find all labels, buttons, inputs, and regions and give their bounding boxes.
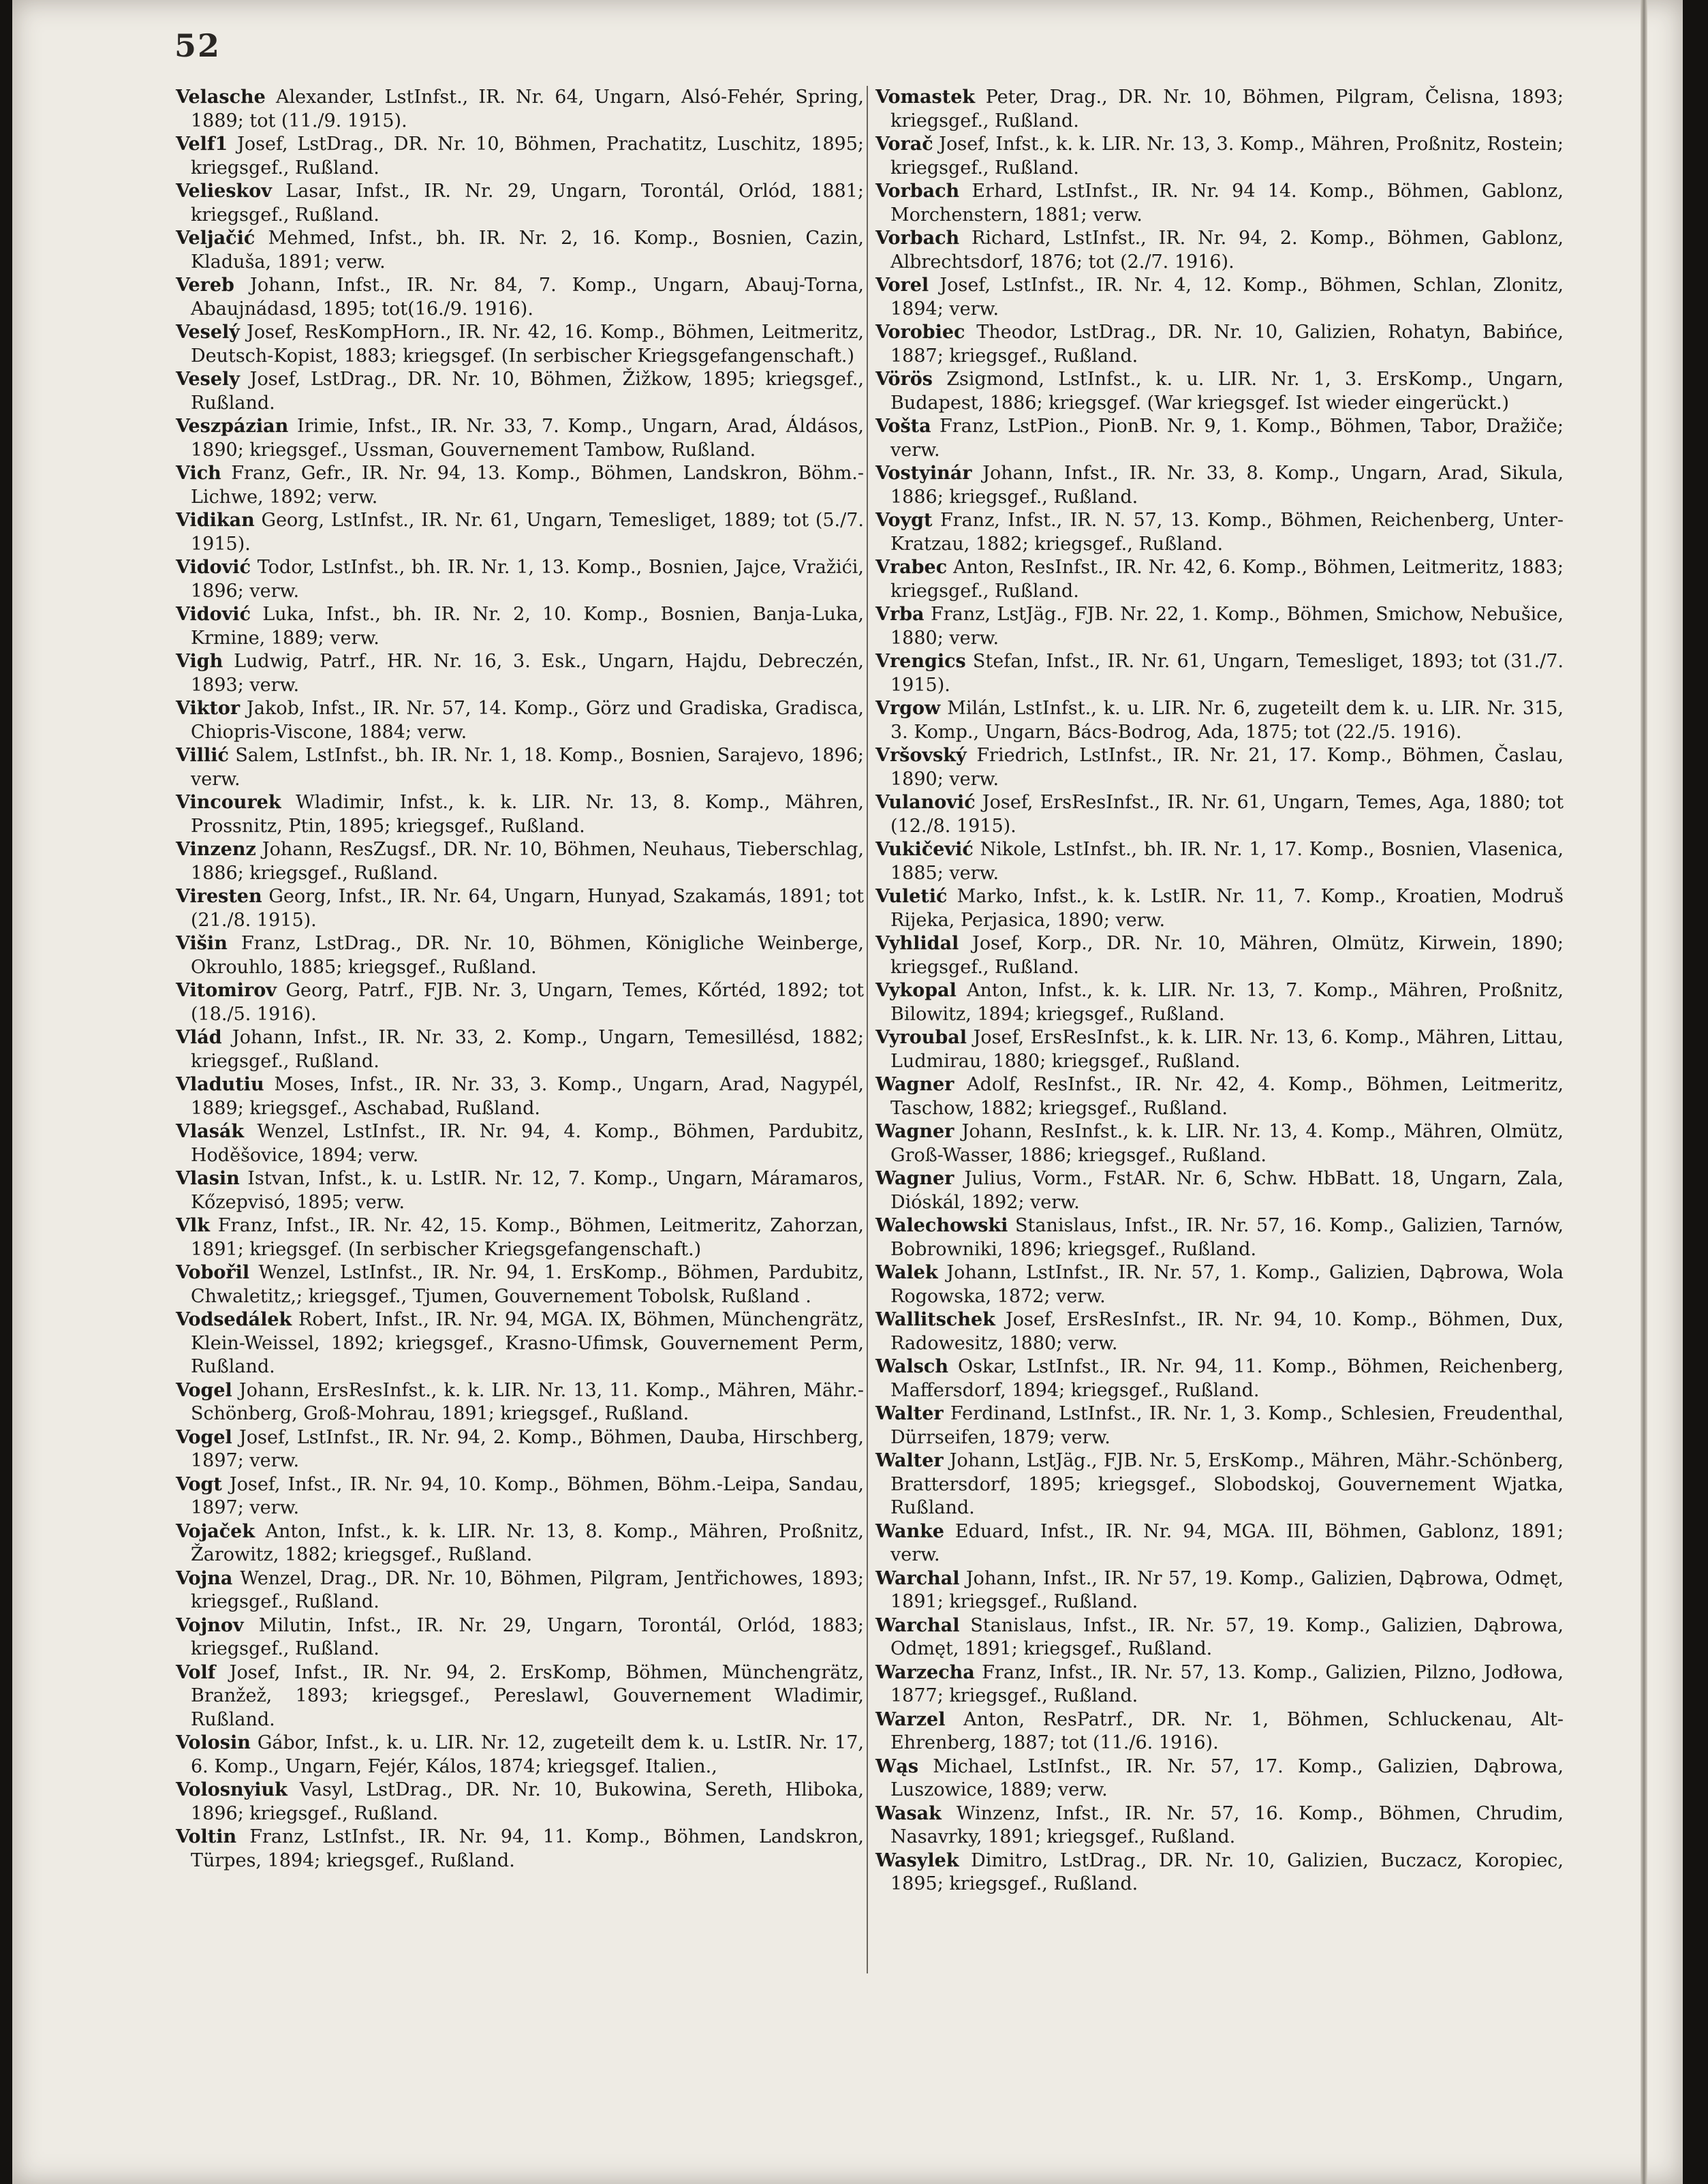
list-entry: [875, 1355, 1564, 1402]
list-entry: [176, 838, 864, 885]
entry-details: Peter, Drag., DR. Nr. 10, Böhmen, Pilgram, Čelisna, 1893; kriegsgef., Rußland.: [890, 87, 1564, 132]
entry-details: Winzenz, Infst., IR. Nr. 57, 16. Komp., Böhmen, Chrudim, Nasavrky, 1891; kriegsgef., Rußland.: [890, 1802, 1564, 1847]
list-entry: [875, 1708, 1564, 1755]
entry-details: Alexander, LstInfst., IR. Nr. 64, Ungarn, Alsó-Fehér, Spring, 1889; tot (11./9. 1915).: [191, 87, 864, 132]
entry-details: Franz, LstDrag., DR. Nr. 10, Böhmen, Königliche Weinberge, Okrouhlo, 1885; kriegsgef., Rußland.: [191, 933, 864, 978]
book-page: [12, 0, 1683, 2184]
entry-details: Julius, Vorm., FstAR. Nr. 6, Schw. HbBatt. 18, Ungarn, Zala, Dióskál, 1892; verw.: [890, 1168, 1564, 1213]
list-entry: [176, 227, 864, 274]
entry-details: Robert, Infst., IR. Nr. 94, MGA. IX, Böhmen, Münchengrätz, Klein-Weissel, 1892; kriegsgef., Krasno-Ufimsk, Gouvernement Perm, Rußland.: [191, 1309, 865, 1377]
entry-surname: Vorel: [875, 275, 929, 296]
list-entry: [875, 321, 1564, 368]
list-entry: [875, 133, 1564, 180]
list-entry: [875, 1661, 1564, 1708]
entry-surname: Vlk: [176, 1215, 210, 1236]
list-entry: [875, 1214, 1564, 1261]
entry-details: Josef, ErsResInfst., IR. Nr. 94, 10. Komp., Böhmen, Dux, Radowesitz, 1880; verw.: [890, 1309, 1564, 1354]
list-entry: [176, 1661, 864, 1732]
entry-details: Stanislaus, Infst., IR. Nr. 57, 19. Komp., Galizien, Dąbrowa, Odmęt, 1891; kriegsgef., Rußland.: [890, 1614, 1564, 1659]
list-entry: [875, 1849, 1564, 1896]
entry-details: Josef, LstInfst., IR. Nr. 4, 12. Komp., Böhmen, Schlan, Zlonitz, 1894; verw.: [890, 275, 1564, 320]
entry-details: Ludwig, Patrf., HR. Nr. 16, 3. Esk., Ungarn, Hajdu, Debreczén, 1893; verw.: [191, 651, 864, 696]
entry-surname: Viresten: [176, 886, 262, 907]
entry-surname: Vojnov: [176, 1614, 244, 1636]
list-entry: [875, 86, 1564, 133]
entry-surname: Vobořil: [176, 1262, 250, 1283]
entry-details: Franz, Infst., IR. Nr. 42, 15. Komp., Böhmen, Leitmeritz, Zahorzan, 1891; kriegsgef. (In serbischer Kriegsgefangenschaft.): [191, 1215, 864, 1260]
entry-details: Johann, ErsResInfst., k. k. LIR. Nr. 13, 11. Komp., Mähren, Mähr.-Schönberg, Groß-Mohrau, 1891; kriegsgef., Rußland.: [191, 1379, 864, 1424]
entry-details: Milán, LstInfst., k. u. LIR. Nr. 6, zugeteilt dem k. u. LIR. Nr. 315, 3. Komp., Ungarn, Bács-Bodrog, Ada, 1875; tot (22./5. 1916).: [890, 698, 1564, 743]
list-entry: [176, 885, 864, 932]
entry-surname: Walter: [875, 1403, 944, 1424]
entry-details: Luka, Infst., bh. IR. Nr. 2, 10. Komp., Bosnien, Banja-Luka, Krmine, 1889; verw.: [191, 604, 864, 649]
entry-details: Franz, Infst., IR. Nr. 57, 13. Komp., Galizien, Pilzno, Jodłowa, 1877; kriegsgef., Rußland.: [890, 1661, 1564, 1706]
list-entry: [176, 1308, 864, 1379]
entry-surname: Wallitschek: [875, 1309, 995, 1330]
entry-surname: Walek: [875, 1262, 938, 1283]
entry-surname: Voltin: [176, 1826, 237, 1847]
list-entry: [875, 1026, 1564, 1073]
entry-details: Franz, Gefr., IR. Nr. 94, 13. Komp., Böhmen, Landskron, Böhm.-Lichwe, 1892; verw.: [191, 463, 864, 508]
entry-details: Oskar, LstInfst., IR. Nr. 94, 11. Komp., Böhmen, Reichenberg, Maffersdorf, 1894; kriegsgef., Rußland.: [890, 1356, 1564, 1401]
entry-details: Stanislaus, Infst., IR. Nr. 57, 16. Komp., Galizien, Tarnów, Bobrowniki, 1896; kriegsgef., Rußland.: [890, 1215, 1564, 1260]
entry-surname: Vyroubal: [875, 1027, 967, 1048]
entry-details: Georg, Patrf., FJB. Nr. 3, Ungarn, Temes, Kőrtéd, 1892; tot (18./5. 1916).: [191, 980, 864, 1025]
list-entry: [875, 1802, 1564, 1849]
entry-surname: Vuletić: [875, 886, 948, 907]
entry-surname: Vyhlidal: [875, 933, 959, 954]
list-entry: [875, 462, 1564, 509]
entry-details: Josef, ErsResInfst., IR. Nr. 61, Ungarn, Temes, Aga, 1880; tot (12./8. 1915).: [890, 792, 1564, 837]
entry-details: Josef, Korp., DR. Nr. 10, Mähren, Olmütz, Kirwein, 1890; kriegsgef., Rußland.: [890, 933, 1564, 978]
entry-details: Mehmed, Infst., bh. IR. Nr. 2, 16. Komp., Bosnien, Cazin, Kladuša, 1891; verw.: [191, 228, 864, 273]
entry-details: Dimitro, LstDrag., DR. Nr. 10, Galizien, Buczacz, Koropiec, 1895; kriegsgef., Rußland.: [890, 1849, 1564, 1894]
entry-surname: Vigh: [176, 651, 223, 672]
entry-details: Erhard, LstInfst., IR. Nr. 94 14. Komp., Böhmen, Gablonz, Morchenstern, 1881; verw.: [890, 181, 1564, 226]
entry-surname: Wagner: [875, 1074, 954, 1095]
list-entry: [176, 979, 864, 1026]
left-column: [176, 86, 864, 1873]
entry-surname: Vošta: [875, 416, 931, 437]
entry-details: Josef, LstDrag., DR. Nr. 10, Böhmen, Prachatitz, Luschitz, 1895; kriegsgef., Rußland.: [191, 134, 864, 179]
entry-details: Johann, Infst., IR. Nr. 84, 7. Komp., Ungarn, Abauj-Torna, Abaujnádasd, 1895; tot(16./9. 1916).: [191, 275, 864, 320]
list-entry: [875, 1755, 1564, 1802]
entry-surname: Warzecha: [875, 1661, 975, 1683]
entry-surname: Vorač: [875, 134, 933, 155]
entry-surname: Vincourek: [176, 792, 281, 813]
list-entry: [176, 1214, 864, 1261]
entry-surname: Veljačić: [176, 228, 255, 249]
list-entry: [176, 603, 864, 650]
entry-surname: Voygt: [875, 510, 933, 531]
page-spine-shadow: [1641, 0, 1647, 2184]
list-entry: [875, 885, 1564, 932]
entry-surname: Vinzenz: [176, 839, 256, 860]
entry-surname: Vörös: [875, 369, 933, 390]
page-number: 52: [174, 27, 221, 64]
entry-surname: Walter: [875, 1450, 944, 1471]
entry-surname: Vlasák: [176, 1121, 245, 1142]
list-entry: [176, 1026, 864, 1073]
entry-surname: Wąs: [875, 1755, 919, 1777]
list-entry: [875, 650, 1564, 697]
entry-details: Franz, LstPion., PionB. Nr. 9, 1. Komp., Böhmen, Tabor, Dražiče; verw.: [890, 416, 1564, 461]
entry-surname: Vomastek: [875, 87, 976, 108]
entry-surname: Warzel: [875, 1708, 946, 1730]
entry-surname: Vrabec: [875, 557, 948, 578]
list-entry: [176, 1379, 864, 1426]
entry-details: Ferdinand, LstInfst., IR. Nr. 1, 3. Komp., Schlesien, Freudenthal, Dürrseifen, 1879; verw.: [890, 1403, 1564, 1448]
list-entry: [875, 556, 1564, 603]
list-entry: [176, 321, 864, 368]
list-entry: [176, 415, 864, 462]
entry-surname: Veselý: [176, 322, 240, 343]
entry-details: Wenzel, Drag., DR. Nr. 10, Böhmen, Pilgram, Jentřichowes, 1893; kriegsgef., Rußland.: [191, 1567, 864, 1612]
entry-details: Lasar, Infst., IR. Nr. 29, Ungarn, Torontál, Orlód, 1881; kriegsgef., Rußland.: [191, 181, 864, 226]
entry-details: Johann, LstJäg., FJB. Nr. 5, ErsKomp., Mähren, Mähr.-Schönberg, Brattersdorf, 1895; kriegsgef., Slobodskoj, Gouvernement Wjatka, Rußland.: [890, 1450, 1564, 1518]
column-divider: [867, 86, 868, 1973]
list-entry: [875, 415, 1564, 462]
list-entry: [176, 86, 864, 133]
list-entry: [875, 1402, 1564, 1449]
entry-details: Johann, Infst., IR. Nr. 33, 2. Komp., Ungarn, Temesillésd, 1882; kriegsgef., Rußland.: [191, 1027, 864, 1072]
list-entry: [875, 368, 1564, 415]
entry-details: Johann, Infst., IR. Nr 57, 19. Komp., Galizien, Dąbrowa, Odmęt, 1891; kriegsgef., Rußland.: [890, 1567, 1564, 1612]
entry-surname: Vostyinár: [875, 463, 972, 484]
entry-surname: Vesely: [176, 369, 240, 390]
entry-details: Milutin, Infst., IR. Nr. 29, Ungarn, Torontál, Orlód, 1883; kriegsgef., Rußland.: [191, 1614, 864, 1659]
list-entry: [176, 1779, 864, 1826]
entry-details: Vasyl, LstDrag., DR. Nr. 10, Bukowina, Sereth, Hliboka, 1896; kriegsgef., Rußland.: [191, 1779, 864, 1824]
list-entry: [875, 697, 1564, 744]
entry-details: Friedrich, LstInfst., IR. Nr. 21, 17. Komp., Böhmen, Časlau, 1890; verw.: [890, 745, 1564, 790]
entry-details: Moses, Infst., IR. Nr. 33, 3. Komp., Ungarn, Arad, Nagypél, 1889; kriegsgef., Aschabad, Rußland.: [191, 1074, 864, 1119]
entry-surname: Velf1: [176, 134, 228, 155]
entry-surname: Vich: [176, 463, 221, 484]
entry-surname: Vidikan: [176, 510, 255, 531]
entry-surname: Wanke: [875, 1520, 944, 1542]
list-entry: [875, 1261, 1564, 1308]
entry-details: Anton, Infst., k. k. LIR. Nr. 13, 8. Komp., Mähren, Proßnitz, Žarowitz, 1882; kriegsgef., Rußland.: [191, 1520, 864, 1565]
entry-details: Anton, Infst., k. k. LIR. Nr. 13, 7. Komp., Mähren, Proßnitz, Bilowitz, 1894; kriegsgef., Rußland.: [890, 980, 1564, 1025]
entry-details: Anton, ResInfst., IR. Nr. 42, 6. Komp., Böhmen, Leitmeritz, 1883; kriegsgef., Rußland.: [890, 557, 1564, 602]
entry-surname: Velieskov: [176, 181, 272, 202]
entry-details: Johann, Infst., IR. Nr. 33, 8. Komp., Ungarn, Arad, Sikula, 1886; kriegsgef., Rußland.: [890, 463, 1564, 508]
entry-details: Johann, LstInfst., IR. Nr. 57, 1. Komp., Galizien, Dąbrowa, Wola Rogowska, 1872; verw.: [890, 1262, 1564, 1307]
entry-details: Franz, LstInfst., IR. Nr. 94, 11. Komp., Böhmen, Landskron, Türpes, 1894; kriegsgef., Rußland.: [191, 1826, 864, 1871]
entry-details: Josef, ErsResInfst., k. k. LIR. Nr. 13, 6. Komp., Mähren, Littau, Ludmirau, 1880; kriegsgef., Rußland.: [890, 1027, 1564, 1072]
list-entry: [875, 227, 1564, 274]
entry-details: Adolf, ResInfst., IR. Nr. 42, 4. Komp., Böhmen, Leitmeritz, Taschow, 1882; kriegsgef., Rußland.: [890, 1074, 1564, 1119]
entry-surname: Vykopal: [875, 980, 957, 1001]
right-column: [875, 86, 1564, 1896]
entry-surname: Vogt: [176, 1473, 222, 1495]
entry-details: Johann, ResInfst., k. k. LIR. Nr. 13, 4. Komp., Mähren, Olmütz, Groß-Wasser, 1886; kriegsgef., Rußland.: [890, 1121, 1564, 1166]
entry-surname: Vukičević: [875, 839, 974, 860]
list-entry: [176, 1167, 864, 1214]
entry-surname: Vogel: [176, 1379, 232, 1401]
entry-details: Georg, Infst., IR. Nr. 64, Ungarn, Hunyad, Szakamás, 1891; tot (21./8. 1915).: [191, 886, 864, 931]
entry-details: Jakob, Infst., IR. Nr. 57, 14. Komp., Görz und Gradiska, Gradisca, Chiopris-Viscone, 1884; verw.: [191, 698, 864, 743]
entry-surname: Vojna: [176, 1567, 233, 1589]
entry-surname: Veszpázian: [176, 416, 289, 437]
entry-surname: Velasche: [176, 87, 266, 108]
entry-surname: Vršovský: [875, 745, 967, 766]
entry-details: Franz, LstJäg., FJB. Nr. 22, 1. Komp., Böhmen, Smichow, Nebušice, 1880; verw.: [890, 604, 1564, 649]
list-entry: [875, 744, 1564, 791]
list-entry: [875, 1308, 1564, 1355]
entry-surname: Vogel: [176, 1426, 232, 1448]
entry-surname: Wagner: [875, 1121, 954, 1142]
list-entry: [176, 932, 864, 979]
entry-details: Zsigmond, LstInfst., k. u. LIR. Nr. 1, 3. ErsKomp., Ungarn, Budapest, 1886; kriegsgef. (War kriegsgef. Ist wieder eingerückt.): [890, 369, 1564, 414]
list-entry: [875, 603, 1564, 650]
entry-details: Josef, ResKompHorn., IR. Nr. 42, 16. Komp., Böhmen, Leitmeritz, Deutsch-Kopist, 1883; kriegsgef. (In serbischer Kriegsgefangenschaft.): [191, 322, 864, 367]
entry-details: Salem, LstInfst., bh. IR. Nr. 1, 18. Komp., Bosnien, Sarajevo, 1896; verw.: [191, 745, 864, 790]
list-entry: [875, 1120, 1564, 1167]
entry-surname: Wagner: [875, 1168, 954, 1189]
entry-details: Wladimir, Infst., k. k. LIR. Nr. 13, 8. Komp., Mähren, Prossnitz, Ptin, 1895; kriegsgef., Rußland.: [191, 792, 864, 837]
list-entry: [176, 1732, 864, 1779]
entry-details: Josef, Infst., k. k. LIR. Nr. 13, 3. Komp., Mähren, Proßnitz, Rostein; kriegsgef., Rußland.: [890, 134, 1564, 179]
entry-details: Josef, LstInfst., IR. Nr. 94, 2. Komp., Böhmen, Dauba, Hirschberg, 1897; verw.: [191, 1426, 864, 1471]
list-entry: [176, 697, 864, 744]
list-entry: [176, 368, 864, 415]
entry-surname: Vidović: [176, 604, 251, 625]
entry-surname: Vojaček: [176, 1520, 255, 1542]
entry-details: Irimie, Infst., IR. Nr. 33, 7. Komp., Ungarn, Arad, Áldásos, 1890; kriegsgef., Ussman, Gouvernement Tambow, Rußland.: [191, 416, 864, 461]
list-entry: [176, 462, 864, 509]
entry-surname: Vlasin: [176, 1168, 240, 1189]
entry-details: Wenzel, LstInfst., IR. Nr. 94, 1. ErsKomp., Böhmen, Pardubitz, Chwaletitz,; kriegsgef., Tjumen, Gouvernement Tobolsk, Rußland .: [191, 1262, 864, 1307]
entry-surname: Vidović: [176, 557, 251, 578]
entry-surname: Vrgow: [875, 698, 941, 719]
list-entry: [176, 1520, 864, 1567]
entry-surname: Villić: [176, 745, 229, 766]
entry-details: Georg, LstInfst., IR. Nr. 61, Ungarn, Temesliget, 1889; tot (5./7. 1915).: [191, 510, 864, 555]
entry-surname: Volosnyiuk: [176, 1779, 288, 1800]
entry-details: Franz, Infst., IR. N. 57, 13. Komp., Böhmen, Reichenberg, Unter-Kratzau, 1882; kriegsgef., Rußland.: [890, 510, 1564, 555]
entry-surname: Volf: [176, 1661, 216, 1683]
entry-details: Nikole, LstInfst., bh. IR. Nr. 1, 17. Komp., Bosnien, Vlasenica, 1885; verw.: [890, 839, 1564, 884]
list-entry: [875, 1073, 1564, 1120]
entry-surname: Warchal: [875, 1614, 960, 1636]
entry-surname: Vereb: [176, 275, 234, 296]
list-entry: [176, 791, 864, 838]
entry-surname: Vrba: [875, 604, 925, 625]
entry-surname: Višin: [176, 933, 228, 954]
entry-details: Josef, Infst., IR. Nr. 94, 10. Komp., Böhmen, Böhm.-Leipa, Sandau, 1897; verw.: [191, 1473, 864, 1518]
entry-surname: Vorobiec: [875, 322, 965, 343]
entry-surname: Vrengics: [875, 651, 966, 672]
list-entry: [176, 1120, 864, 1167]
list-entry: [176, 1473, 864, 1520]
entry-surname: Wasylek: [875, 1849, 959, 1871]
entry-details: Johann, ResZugsf., DR. Nr. 10, Böhmen, Neuhaus, Tieberschlag, 1886; kriegsgef., Rußland.: [191, 839, 864, 884]
entry-details: Josef, LstDrag., DR. Nr. 10, Böhmen, Žižkow, 1895; kriegsgef., Rußland.: [191, 369, 864, 414]
entry-details: Theodor, LstDrag., DR. Nr. 10, Galizien, Rohatyn, Babińce, 1887; kriegsgef., Rußland.: [890, 322, 1564, 367]
list-entry: [875, 1167, 1564, 1214]
list-entry: [875, 979, 1564, 1026]
entry-surname: Vladutiu: [176, 1074, 264, 1095]
entry-details: Josef, Infst., IR. Nr. 94, 2. ErsKomp, Böhmen, Münchengrätz, Branžež, 1893; kriegsgef., Pereslawl, Gouvernement Wladimir, Rußland.: [191, 1661, 864, 1730]
entry-surname: Walsch: [875, 1356, 948, 1377]
list-entry: [176, 180, 864, 227]
list-entry: [176, 509, 864, 556]
entry-details: Todor, LstInfst., bh. IR. Nr. 1, 13. Komp., Bosnien, Jajce, Vražići, 1896; verw.: [191, 557, 864, 602]
list-entry: [176, 650, 864, 697]
entry-surname: Vorbach: [875, 228, 960, 249]
list-entry: [875, 1567, 1564, 1614]
list-entry: [176, 556, 864, 603]
list-entry: [875, 274, 1564, 321]
list-entry: [875, 838, 1564, 885]
list-entry: [176, 1426, 864, 1473]
list-entry: [875, 791, 1564, 838]
list-entry: [176, 1614, 864, 1661]
entry-details: Gábor, Infst., k. u. LIR. Nr. 12, zugeteilt dem k. u. LstIR. Nr. 17, 6. Komp., Ungarn, Fejér, Kálos, 1874; kriegsgef. Italien.,: [191, 1732, 864, 1777]
entry-surname: Vodsedálek: [176, 1309, 292, 1330]
list-entry: [176, 1826, 864, 1873]
entry-details: Wenzel, LstInfst., IR. Nr. 94, 4. Komp., Böhmen, Pardubitz, Hoděšovice, 1894; verw.: [191, 1121, 864, 1166]
entry-details: Marko, Infst., k. k. LstIR. Nr. 11, 7. Komp., Kroatien, Modruš Rijeka, Perjasica, 1890; verw.: [890, 886, 1564, 931]
entry-details: Eduard, Infst., IR. Nr. 94, MGA. III, Böhmen, Gablonz, 1891; verw.: [890, 1520, 1564, 1565]
entry-details: Anton, ResPatrf., DR. Nr. 1, Böhmen, Schluckenau, Alt-Ehrenberg, 1887; tot (11./6. 1916).: [890, 1708, 1564, 1753]
entry-details: Istvan, Infst., k. u. LstIR. Nr. 12, 7. Komp., Ungarn, Máramaros, Kőzepvisó, 1895; verw.: [191, 1168, 864, 1213]
list-entry: [176, 1073, 864, 1120]
list-entry: [875, 180, 1564, 227]
entry-surname: Vlád: [176, 1027, 222, 1048]
list-entry: [176, 744, 864, 791]
entry-surname: Viktor: [176, 698, 240, 719]
list-entry: [176, 1567, 864, 1614]
entry-details: Stefan, Infst., IR. Nr. 61, Ungarn, Temesliget, 1893; tot (31./7. 1915).: [890, 651, 1564, 696]
entry-surname: Vorbach: [875, 181, 960, 202]
entry-surname: Warchal: [875, 1567, 960, 1589]
list-entry: [875, 1520, 1564, 1567]
list-entry: [875, 1449, 1564, 1520]
list-entry: [875, 509, 1564, 556]
entry-details: Richard, LstInfst., IR. Nr. 94, 2. Komp., Böhmen, Gablonz, Albrechtsdorf, 1876; tot (2./7. 1916).: [890, 228, 1564, 273]
entry-surname: Wasak: [875, 1802, 942, 1824]
list-entry: [875, 1614, 1564, 1661]
entry-surname: Volosin: [176, 1732, 251, 1753]
list-entry: [176, 274, 864, 321]
entry-details: Michael, LstInfst., IR. Nr. 57, 17. Komp., Galizien, Dąbrowa, Luszowice, 1889; verw.: [890, 1755, 1564, 1800]
list-entry: [875, 932, 1564, 979]
entry-surname: Vitomirov: [176, 980, 277, 1001]
entry-surname: Vulanović: [875, 792, 976, 813]
list-entry: [176, 1261, 864, 1308]
list-entry: [176, 133, 864, 180]
entry-surname: Walechowski: [875, 1215, 1008, 1236]
